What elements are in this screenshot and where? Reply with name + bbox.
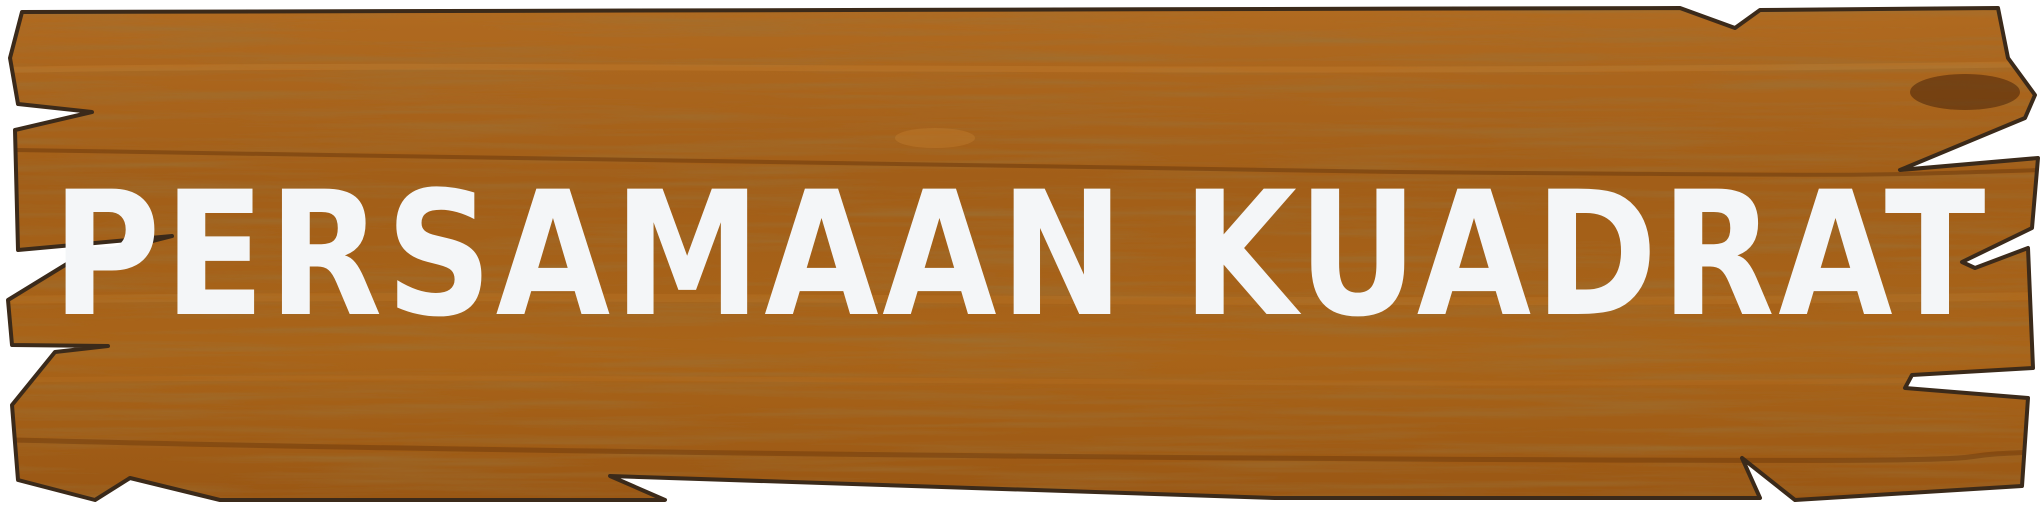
sign-title: PERSAMAAN KUADRAT	[52, 154, 1989, 355]
